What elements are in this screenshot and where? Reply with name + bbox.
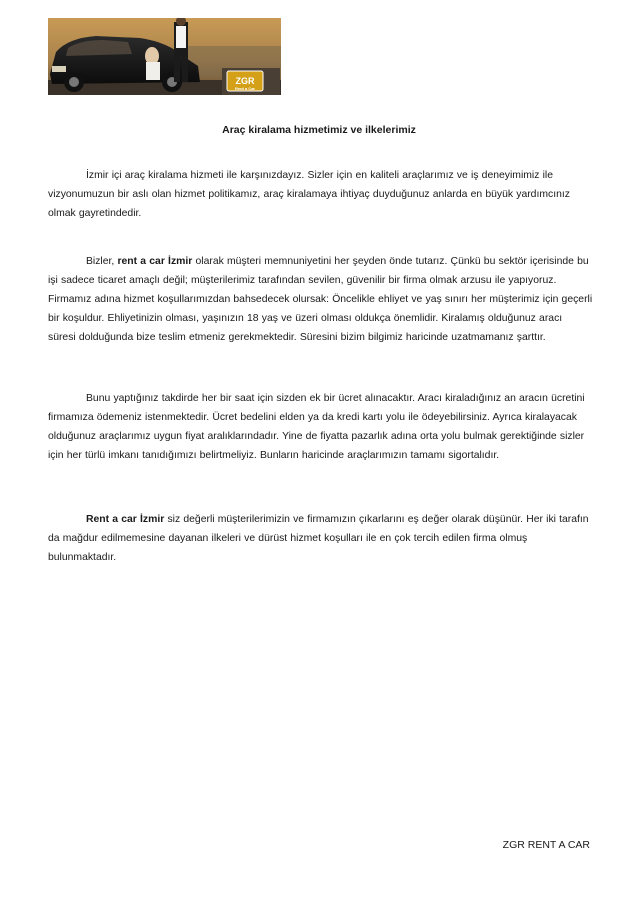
paragraph-text: İzmir içi araç kiralama hizmeti ile karşınızdayız. Sizler için en kaliteli araçlarımız ve iş deneyimimiz ile vizyonumuzun bir aslı olan hizmet politikamız, araç kiralamaya ihtiyaç duyduğunuz anlarda en büyük yardımcınız olmak gayretindedir. bbox=[48, 170, 570, 219]
paragraph-text: Bunu yaptığınız takdirde her bir saat için sizden ek bir ücret alınacaktır. Aracı kiraladığınız an aracın ücretini firmamıza ödemeniz istenmektedir. Ücret bedelini elden ya da kredi kartı yolu ile ödeyebilirsiniz. Ayrıca kiralayacak olduğunuz araçlarımız uygun fiyat aralıklarındadır. Yine de fiyatta pazarlık adına orta yolu bulmak gerektiğinde sizler için her türlü imkanı tanıdığımızı belirtmeliyiz. Bunların haricinde araçlarımızın tamamı sigortalıdır. bbox=[48, 393, 585, 461]
brand-highlight: rent a car İzmir bbox=[117, 256, 193, 267]
footer-company-name: ZGR RENT A CAR bbox=[502, 839, 590, 851]
paragraph-lead: Bizler, bbox=[86, 256, 118, 267]
paragraph-payment bbox=[48, 389, 593, 465]
document-title: Araç kiralama hizmetimiz ve ilkelerimiz bbox=[222, 124, 416, 136]
paragraph-intro bbox=[48, 166, 593, 223]
paragraph-conditions bbox=[48, 252, 593, 347]
logo-text: ZGR bbox=[235, 76, 255, 86]
car-photo bbox=[48, 18, 281, 95]
paragraph-text: olarak müşteri memnuniyetini her şeyden önde tutarız. Çünkü bu sektör içerisinde bu işi sadece ticaret amaçlı değil; müşterilerimiz tarafından sevilen, güvenilir bir firma olmak arzusu ile yapıyoruz. Firmamız adına hizmet koşullarımızdan bahsedecek olursak: Öncelikle ehliyet ve yaş sınırı her müşterimiz için geçerli bir koşuldur. Ehliyetinizin olması, yaşınızın 18 yaş ve üzeri olması oldukça önemlidir. Kiralamış olduğunuz aracı süresi dolduğunda bize teslim etmeniz gerekmektedir. Süresini bizim bilgimiz haricinde uzatmamanız şarttır. bbox=[48, 256, 593, 343]
brand-highlight: Rent a car İzmir bbox=[86, 514, 165, 525]
paragraph-text: siz değerli müşterilerimizin ve firmamızın çıkarlarını eş değer olarak düşünür. Her iki tarafın da mağdur edilmemesine dayanan ilkeleri ve dürüst hizmet koşulları ile en çok tercih edilen firma olmuş bulunmaktadır. bbox=[48, 514, 589, 563]
paragraph-closing bbox=[48, 510, 593, 567]
header-banner-image bbox=[48, 18, 281, 95]
logo-subtext: Rent a Car bbox=[234, 86, 256, 91]
